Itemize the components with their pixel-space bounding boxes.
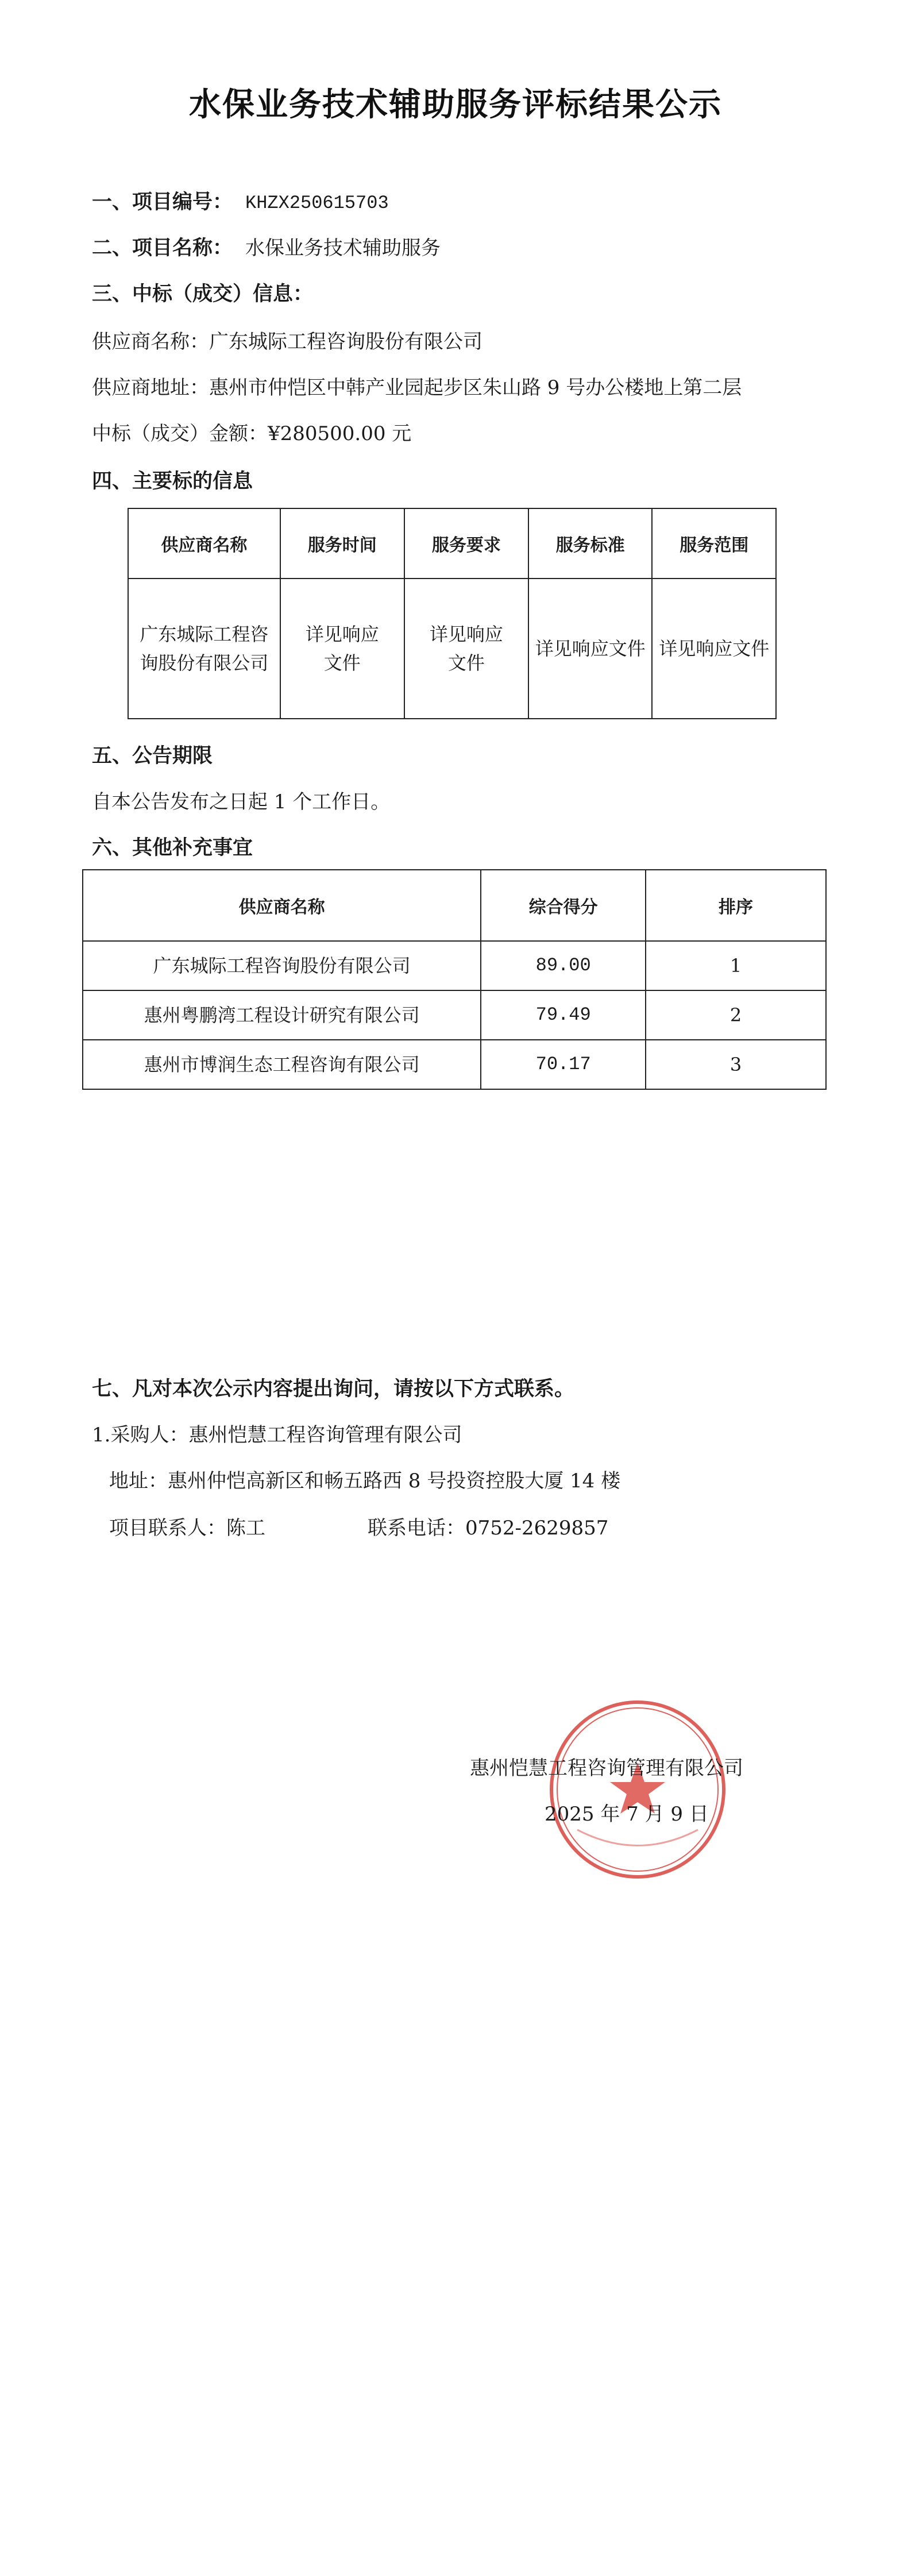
table-row [83,990,826,1040]
table-row [83,941,826,990]
project-number-value: KHZX250615703 [245,192,389,214]
main-subject-heading: 四、主要标的信息 [92,470,253,493]
score-table-header-row [83,870,826,941]
header-rank: 排序 [646,870,826,941]
header-service-standard: 服务标准 [528,508,653,579]
cell-service-requirement: 详见响应文件 [404,579,528,719]
notice-period-text: 自本公告发布之日起 1 个工作日。 [92,790,391,813]
supplier-name-line: 供应商名称：广东城际工程咨询股份有限公司 [92,330,482,353]
header-supplier: 供应商名称 [83,870,481,941]
cell-rank: 2 [646,990,826,1040]
contact-heading: 七、凡对本次公示内容提出询问，请按以下方式联系。 [92,1378,575,1401]
main-table-header-row [128,508,776,579]
buyer-address-line: 地址：惠州仲恺高新区和畅五路西 8 号投资控股大厦 14 楼 [109,1470,621,1493]
table-row [83,1040,826,1089]
header-service-time: 服务时间 [280,508,404,579]
project-number-label: 一、项目编号： [92,191,233,214]
score-table [82,869,827,1090]
cell-service-time: 详见响应文件 [280,579,404,719]
official-seal-icon [543,1695,732,1884]
cell-supplier: 广东城际工程咨询股份有限公司 [128,579,280,719]
notice-period-heading: 五、公告期限 [92,745,213,768]
award-amount-line: 中标（成交）金额：¥280500.00 元 [92,422,412,445]
cell-supplier: 惠州市博润生态工程咨询有限公司 [83,1040,481,1089]
cell-score: 70.17 [481,1040,646,1089]
award-info-heading: 三、中标（成交）信息： [92,283,314,306]
cell-service-standard: 详见响应文件 [528,579,653,719]
header-supplier: 供应商名称 [128,508,280,579]
cell-rank: 3 [646,1040,826,1089]
contact-phone-line: 联系电话：0752-2629857 [368,1517,609,1540]
cell-service-scope: 详见响应文件 [652,579,776,719]
buyer-line: 1.采购人：惠州恺慧工程咨询管理有限公司 [92,1424,462,1447]
main-subject-table [128,508,777,719]
main-table-row [128,579,776,719]
cell-supplier: 广东城际工程咨询股份有限公司 [83,941,481,990]
page-title: 水保业务技术辅助服务评标结果公示 [189,86,722,124]
header-service-scope: 服务范围 [652,508,776,579]
cell-rank: 1 [646,941,826,990]
supplier-address-line: 供应商地址：惠州市仲恺区中韩产业园起步区朱山路 9 号办公楼地上第二层 [92,376,742,399]
other-matters-heading: 六、其他补充事宜 [92,836,253,859]
cell-score: 79.49 [481,990,646,1040]
project-name-label: 二、项目名称： [92,237,233,260]
contact-person-line: 项目联系人：陈工 [109,1517,265,1540]
header-service-requirement: 服务要求 [404,508,528,579]
signer-name: 惠州恺慧工程咨询管理有限公司 [470,1757,743,1780]
header-score: 综合得分 [481,870,646,941]
cell-score: 89.00 [481,941,646,990]
cell-supplier: 惠州粤鹏湾工程设计研究有限公司 [83,990,481,1040]
project-name-value: 水保业务技术辅助服务 [245,237,441,260]
sign-date: 2025 年 7 月 9 日 [545,1803,709,1826]
